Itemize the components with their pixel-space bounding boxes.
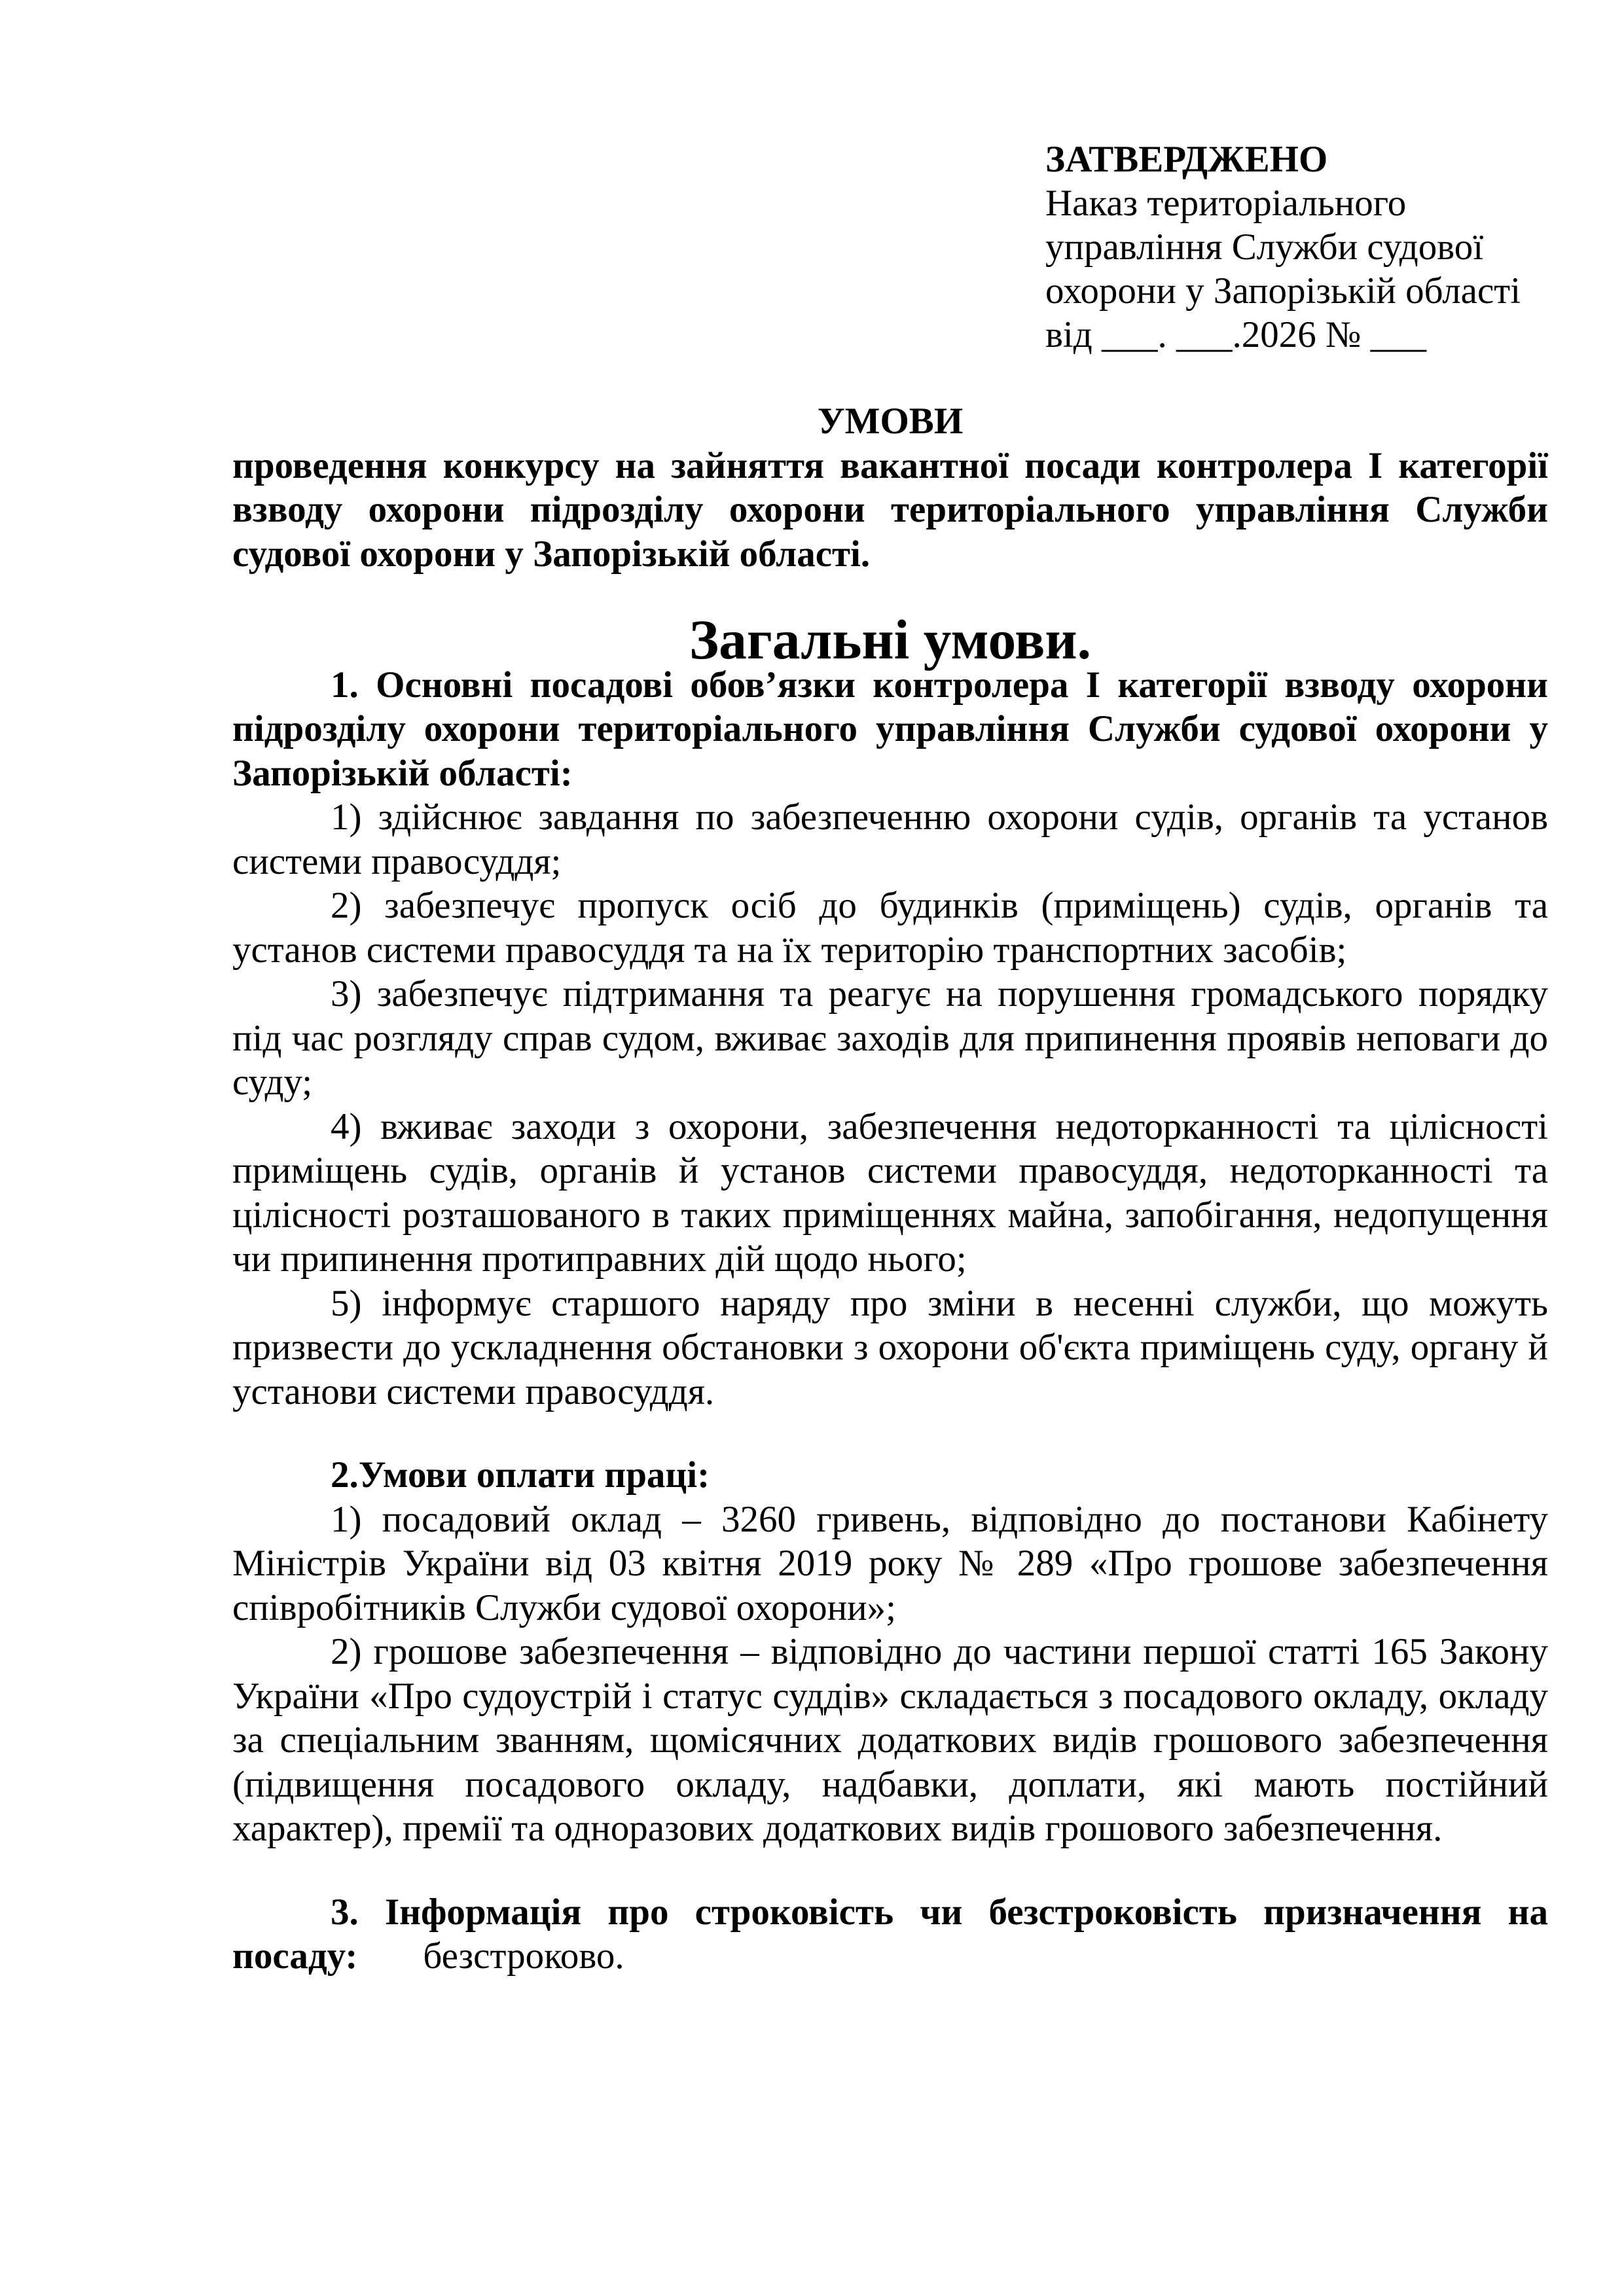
term-heading: 3. Інформація про строковість чи безстроковість призначення на посаду: [232, 1891, 1548, 1977]
duty-item: 2) забезпечує пропуск осіб до будинків (приміщень) судів, органів та установ системи правосуддя та на їх територію транспортних засобів; [232, 885, 1548, 971]
document-body [232, 399, 1548, 1979]
pay-item: 1) посадовий оклад – 3260 гривень, відповідно до постанови Кабінету Міністрів України від 03 квітня 2019 року № 289 «Про грошове забезпечення співробітників Служби судової охорони»; [232, 1498, 1548, 1628]
approval-line: від ___. ___.2026 № ___ [1045, 314, 1427, 355]
duty-item: 4) вживає заходи з охорони, забезпечення недоторканності та цілісності приміщень судів, органів й установ системи правосуддя, недоторканності та цілісності розташованого в таких приміщеннях майна, запобігання, недопущення чи припинення протиправних дій щодо нього; [232, 1105, 1548, 1280]
approval-line: Наказ територіального [1045, 183, 1407, 224]
pay-item: 2) грошове забезпечення – відповідно до частини першої статті 165 Закону України «Про судоустрій і статус суддів» складається з посадового окладу, окладу за спеціальним званням, щомісячних додаткових видів грошового забезпечення (підвищення посадового окладу, надбавки, доплати, які мають постійний характер), премії та одноразових додаткових видів грошового забезпечення. [232, 1631, 1548, 1849]
approval-title: ЗАТВЕРДЖЕНО [1045, 139, 1328, 180]
document-title: УМОВИ [817, 401, 964, 442]
general-conditions-heading: Загальні умови. [689, 609, 1091, 671]
pay-conditions-heading: 2.Умови оплати праці: [331, 1454, 710, 1496]
approval-stamp [1045, 137, 1569, 357]
duty-item: 1) здійснює завдання по забезпеченню охорони судів, органів та установ системи правосуддя; [232, 797, 1548, 882]
spacer [232, 1851, 1548, 1890]
duties-heading: 1. Основні посадові обов’язки контролера І категорії взводу охорони підрозділу охорони територіального управління Служби судової охорони у Запорізькій області: [232, 664, 1548, 794]
term-value: безстроково. [423, 1935, 624, 1977]
duty-item: 3) забезпечує підтримання та реагує на порушення громадського порядку під час розгляду справ судом, вживає заходів для припинення проявів неповаги до суду; [232, 973, 1548, 1103]
duty-item: 5) інформує старшого наряду про зміни в несенні служби, що можуть призвести до ускладнення обстановки з охорони об'єкта приміщень суду, органу й установи системи правосуддя. [232, 1282, 1548, 1412]
spacer [232, 1414, 1548, 1453]
term-paragraph [232, 1890, 1548, 1979]
document-subtitle: проведення конкурсу на зайняття вакантної посади контролера І категорії взводу охорони підрозділу охорони територіального управління Служби судової охорони у Запорізькій області. [232, 444, 1548, 575]
approval-line: управління Служби судової [1045, 226, 1484, 268]
approval-line: охорони у Запорізькій області [1045, 270, 1521, 312]
